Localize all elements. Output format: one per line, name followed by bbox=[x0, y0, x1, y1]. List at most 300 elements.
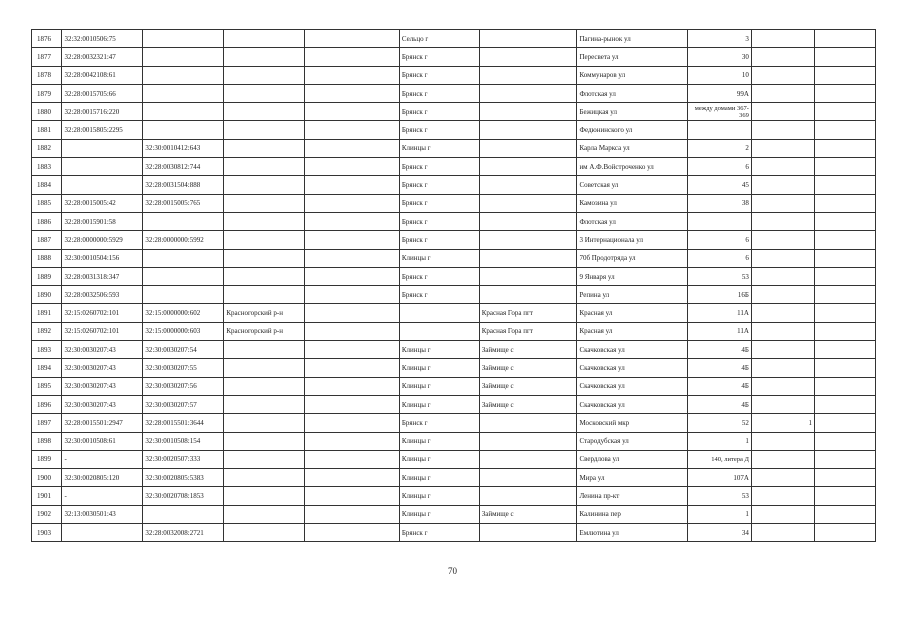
table-cell: им А.Ф.Войстроченко ул bbox=[577, 158, 687, 176]
table-cell bbox=[751, 267, 814, 285]
table-cell: Скачковская ул bbox=[577, 377, 687, 395]
table-cell bbox=[305, 84, 400, 102]
table-cell bbox=[479, 267, 577, 285]
table-cell bbox=[479, 524, 577, 542]
table-cell bbox=[479, 450, 577, 468]
table-cell bbox=[224, 212, 305, 230]
table-cell: 32:30:0030207:54 bbox=[143, 341, 224, 359]
table-cell bbox=[143, 212, 224, 230]
table-row bbox=[32, 30, 876, 48]
table-cell bbox=[751, 286, 814, 304]
table-cell bbox=[305, 450, 400, 468]
table-cell bbox=[751, 469, 814, 487]
table-cell: Клинцы г bbox=[399, 469, 479, 487]
table-cell: Флотская ул bbox=[577, 212, 687, 230]
table-cell: Брянск г bbox=[399, 212, 479, 230]
table-cell: 99А bbox=[687, 84, 751, 102]
table-cell: 6 bbox=[687, 231, 751, 249]
table-cell bbox=[751, 176, 814, 194]
table-cell: 4Б bbox=[687, 395, 751, 413]
table-cell bbox=[814, 286, 875, 304]
table-cell bbox=[814, 505, 875, 523]
table-cell bbox=[305, 395, 400, 413]
table-cell bbox=[751, 359, 814, 377]
table-cell: 4Б bbox=[687, 377, 751, 395]
table-row bbox=[32, 139, 876, 157]
table-cell bbox=[224, 194, 305, 212]
table-cell bbox=[814, 377, 875, 395]
table-cell: Клинцы г bbox=[399, 487, 479, 505]
table-cell: Клинцы г bbox=[399, 377, 479, 395]
table-cell: 3 Интернационала ул bbox=[577, 231, 687, 249]
table-cell: 3 bbox=[687, 30, 751, 48]
table-cell bbox=[479, 48, 577, 66]
table-cell: 1886 bbox=[32, 212, 62, 230]
table-cell: 32:28:0015005:765 bbox=[143, 194, 224, 212]
table-cell: 1881 bbox=[32, 121, 62, 139]
table-cell: - bbox=[62, 487, 143, 505]
table-cell: 32:30:0010508:61 bbox=[62, 432, 143, 450]
table-cell bbox=[479, 84, 577, 102]
table-cell: 11А bbox=[687, 304, 751, 322]
table-cell: 32:30:0020805:5383 bbox=[143, 469, 224, 487]
table-cell: 32:15:0260702:101 bbox=[62, 322, 143, 340]
table-cell: 4Б bbox=[687, 341, 751, 359]
table-cell: между домами 367-369 bbox=[687, 103, 751, 121]
table-cell bbox=[305, 66, 400, 84]
table-cell: 1901 bbox=[32, 487, 62, 505]
table-cell: Брянск г bbox=[399, 121, 479, 139]
table-cell bbox=[479, 469, 577, 487]
table-cell: Карла Маркса ул bbox=[577, 139, 687, 157]
table-cell: 32:28:0015716:220 bbox=[62, 103, 143, 121]
table-cell bbox=[479, 414, 577, 432]
table-cell bbox=[814, 212, 875, 230]
table-cell: 32:28:0000000:5992 bbox=[143, 231, 224, 249]
table-cell: 32:28:0042108:61 bbox=[62, 66, 143, 84]
table-cell bbox=[479, 139, 577, 157]
table-cell bbox=[224, 103, 305, 121]
table-cell bbox=[62, 176, 143, 194]
table-cell: Брянск г bbox=[399, 158, 479, 176]
table-cell: 1888 bbox=[32, 249, 62, 267]
table-cell: 32:28:0015805:2295 bbox=[62, 121, 143, 139]
table-cell bbox=[751, 505, 814, 523]
table-cell: Пересвета ул bbox=[577, 48, 687, 66]
table-row bbox=[32, 121, 876, 139]
table-cell: 6 bbox=[687, 158, 751, 176]
table-cell: 1883 bbox=[32, 158, 62, 176]
table-cell bbox=[751, 432, 814, 450]
table-cell: 1897 bbox=[32, 414, 62, 432]
table-cell: 1885 bbox=[32, 194, 62, 212]
table-cell: 1 bbox=[687, 505, 751, 523]
table-cell: Стародубская ул bbox=[577, 432, 687, 450]
table-cell bbox=[814, 414, 875, 432]
table-cell bbox=[305, 377, 400, 395]
table-cell bbox=[751, 84, 814, 102]
table-cell bbox=[814, 359, 875, 377]
table-cell: Свердлова ул bbox=[577, 450, 687, 468]
table-cell bbox=[399, 304, 479, 322]
table-cell: 32:15:0000000:603 bbox=[143, 322, 224, 340]
table-cell bbox=[479, 432, 577, 450]
table-cell bbox=[224, 158, 305, 176]
table-cell: Брянск г bbox=[399, 48, 479, 66]
table-cell: 38 bbox=[687, 194, 751, 212]
table-cell: Сельцо г bbox=[399, 30, 479, 48]
table-cell: Мира ул bbox=[577, 469, 687, 487]
table-cell bbox=[814, 121, 875, 139]
table-cell bbox=[751, 450, 814, 468]
table-cell: Московский мкр bbox=[577, 414, 687, 432]
table-cell: 70б Продотряда ул bbox=[577, 249, 687, 267]
table-cell: 32:30:0030207:56 bbox=[143, 377, 224, 395]
table-cell: 32:30:0020507:333 bbox=[143, 450, 224, 468]
registry-sheet bbox=[31, 29, 876, 542]
table-cell bbox=[224, 359, 305, 377]
table-cell: 1902 bbox=[32, 505, 62, 523]
table-cell: 2 bbox=[687, 139, 751, 157]
table-cell bbox=[751, 487, 814, 505]
table-cell bbox=[479, 121, 577, 139]
table-cell: Брянск г bbox=[399, 176, 479, 194]
table-cell: Займище с bbox=[479, 505, 577, 523]
table-row bbox=[32, 487, 876, 505]
table-cell: Скачковская ул bbox=[577, 359, 687, 377]
table-cell: 1 bbox=[751, 414, 814, 432]
table-cell bbox=[224, 84, 305, 102]
table-cell: 32:28:0032321:47 bbox=[62, 48, 143, 66]
table-cell bbox=[751, 121, 814, 139]
table-cell bbox=[224, 139, 305, 157]
table-cell: Брянск г bbox=[399, 103, 479, 121]
table-cell: 30 bbox=[687, 48, 751, 66]
table-cell bbox=[224, 505, 305, 523]
table-cell: 1891 bbox=[32, 304, 62, 322]
table-cell: Брянск г bbox=[399, 524, 479, 542]
table-cell: 140, литера Д bbox=[687, 450, 751, 468]
table-cell bbox=[224, 377, 305, 395]
table-cell: 32:28:0031504:888 bbox=[143, 176, 224, 194]
table-cell bbox=[305, 432, 400, 450]
table-cell: 32:30:0030207:43 bbox=[62, 359, 143, 377]
table-cell bbox=[751, 395, 814, 413]
table-cell bbox=[143, 66, 224, 84]
table-cell bbox=[814, 304, 875, 322]
table-cell bbox=[143, 48, 224, 66]
table-cell bbox=[751, 103, 814, 121]
table-cell: Флотская ул bbox=[577, 84, 687, 102]
table-row bbox=[32, 176, 876, 194]
table-cell: 107А bbox=[687, 469, 751, 487]
table-cell: 32:28:0015901:58 bbox=[62, 212, 143, 230]
table-cell bbox=[62, 524, 143, 542]
table-cell: Красногорский р-н bbox=[224, 322, 305, 340]
table-cell bbox=[62, 139, 143, 157]
table-cell bbox=[143, 505, 224, 523]
table-row bbox=[32, 414, 876, 432]
table-cell: Красная Гора пгт bbox=[479, 304, 577, 322]
table-cell: Брянск г bbox=[399, 267, 479, 285]
table-cell: Брянск г bbox=[399, 286, 479, 304]
table-cell bbox=[143, 249, 224, 267]
table-cell bbox=[814, 30, 875, 48]
table-cell: 10 bbox=[687, 66, 751, 84]
table-cell: 1899 bbox=[32, 450, 62, 468]
table-row bbox=[32, 84, 876, 102]
table-cell bbox=[751, 158, 814, 176]
table-cell bbox=[305, 304, 400, 322]
table-cell: 32:28:0015705:66 bbox=[62, 84, 143, 102]
table-cell: Коммунаров ул bbox=[577, 66, 687, 84]
table-cell: Красная ул bbox=[577, 304, 687, 322]
table-cell: 1895 bbox=[32, 377, 62, 395]
table-cell bbox=[143, 121, 224, 139]
table-cell bbox=[751, 377, 814, 395]
table-cell: Красная Гора пгт bbox=[479, 322, 577, 340]
table-row bbox=[32, 194, 876, 212]
table-cell: 1877 bbox=[32, 48, 62, 66]
table-cell: 32:28:0015501:3644 bbox=[143, 414, 224, 432]
table-cell: 1890 bbox=[32, 286, 62, 304]
table-cell bbox=[814, 432, 875, 450]
table-row bbox=[32, 377, 876, 395]
page-number: 70 bbox=[448, 566, 457, 576]
table-cell bbox=[224, 450, 305, 468]
table-cell bbox=[479, 249, 577, 267]
table-cell bbox=[143, 30, 224, 48]
table-cell bbox=[479, 176, 577, 194]
table-row bbox=[32, 103, 876, 121]
table-cell bbox=[479, 231, 577, 249]
table-cell: 32:28:0000000:5929 bbox=[62, 231, 143, 249]
table-cell bbox=[224, 395, 305, 413]
table-cell: Ленина пр-кт bbox=[577, 487, 687, 505]
table-cell bbox=[814, 524, 875, 542]
table-cell bbox=[305, 286, 400, 304]
table-cell bbox=[479, 30, 577, 48]
table-cell: 32:30:0010504:156 bbox=[62, 249, 143, 267]
table-cell: 32:13:0030501:43 bbox=[62, 505, 143, 523]
table-cell bbox=[751, 194, 814, 212]
table-cell bbox=[751, 66, 814, 84]
table-cell bbox=[224, 341, 305, 359]
table-cell bbox=[305, 505, 400, 523]
table-cell bbox=[814, 450, 875, 468]
table-cell: 32:28:0030812:744 bbox=[143, 158, 224, 176]
table-row bbox=[32, 524, 876, 542]
table-cell bbox=[305, 139, 400, 157]
table-cell: 1892 bbox=[32, 322, 62, 340]
table-cell bbox=[751, 249, 814, 267]
table-cell: - bbox=[62, 450, 143, 468]
table-cell bbox=[399, 322, 479, 340]
table-row bbox=[32, 341, 876, 359]
table-cell bbox=[479, 158, 577, 176]
table-cell: 32:30:0030207:43 bbox=[62, 341, 143, 359]
table-cell: 32:15:0000000:602 bbox=[143, 304, 224, 322]
table-cell bbox=[224, 48, 305, 66]
table-cell: 32:32:0010506:75 bbox=[62, 30, 143, 48]
table-cell bbox=[751, 524, 814, 542]
table-cell: 32:30:0010508:154 bbox=[143, 432, 224, 450]
table-cell bbox=[814, 194, 875, 212]
table-cell: 1884 bbox=[32, 176, 62, 194]
table-cell: 1896 bbox=[32, 395, 62, 413]
table-cell bbox=[62, 158, 143, 176]
table-cell: 9 Января ул bbox=[577, 267, 687, 285]
table-cell bbox=[305, 30, 400, 48]
table-cell bbox=[305, 194, 400, 212]
table-cell: 1880 bbox=[32, 103, 62, 121]
table-cell: Брянск г bbox=[399, 231, 479, 249]
table-cell: 32:30:0030207:57 bbox=[143, 395, 224, 413]
table-cell bbox=[224, 176, 305, 194]
table-cell: 1878 bbox=[32, 66, 62, 84]
table-row bbox=[32, 322, 876, 340]
table-cell bbox=[814, 48, 875, 66]
table-cell bbox=[143, 84, 224, 102]
table-cell bbox=[305, 121, 400, 139]
table-row bbox=[32, 469, 876, 487]
table-cell: 1887 bbox=[32, 231, 62, 249]
table-cell: Клинцы г bbox=[399, 395, 479, 413]
table-cell: Брянск г bbox=[399, 194, 479, 212]
table-cell: 1876 bbox=[32, 30, 62, 48]
table-cell bbox=[814, 469, 875, 487]
table-cell: 1903 bbox=[32, 524, 62, 542]
table-cell: 32:30:0030207:43 bbox=[62, 377, 143, 395]
table-cell bbox=[751, 322, 814, 340]
table-cell bbox=[479, 66, 577, 84]
table-row bbox=[32, 432, 876, 450]
table-cell bbox=[224, 286, 305, 304]
table-cell bbox=[224, 414, 305, 432]
table-cell bbox=[814, 158, 875, 176]
table-cell bbox=[814, 66, 875, 84]
table-cell bbox=[751, 139, 814, 157]
table-cell: 53 bbox=[687, 487, 751, 505]
table-cell: 1894 bbox=[32, 359, 62, 377]
table-cell bbox=[814, 341, 875, 359]
table-cell: 1889 bbox=[32, 267, 62, 285]
table-cell bbox=[687, 121, 751, 139]
table-cell bbox=[479, 103, 577, 121]
table-cell: 32:30:0030207:43 bbox=[62, 395, 143, 413]
table-cell bbox=[224, 469, 305, 487]
table-cell bbox=[751, 304, 814, 322]
table-cell bbox=[814, 139, 875, 157]
table-cell: 1879 bbox=[32, 84, 62, 102]
table-cell: Займище с bbox=[479, 359, 577, 377]
table-row bbox=[32, 158, 876, 176]
table-cell bbox=[305, 176, 400, 194]
table-cell: 32:30:0030207:55 bbox=[143, 359, 224, 377]
table-row bbox=[32, 231, 876, 249]
table-cell: 52 bbox=[687, 414, 751, 432]
table-cell bbox=[224, 487, 305, 505]
table-cell: Камозина ул bbox=[577, 194, 687, 212]
table-cell bbox=[143, 267, 224, 285]
table-cell bbox=[305, 341, 400, 359]
table-cell bbox=[305, 249, 400, 267]
table-cell bbox=[751, 231, 814, 249]
table-cell bbox=[814, 176, 875, 194]
table-cell bbox=[814, 84, 875, 102]
table-cell: Скачковская ул bbox=[577, 395, 687, 413]
table-cell: Репина ул bbox=[577, 286, 687, 304]
table-cell: Емлютина ул bbox=[577, 524, 687, 542]
table-cell bbox=[479, 286, 577, 304]
table-cell: Клинцы г bbox=[399, 432, 479, 450]
table-cell: Займище с bbox=[479, 395, 577, 413]
table-row bbox=[32, 505, 876, 523]
table-cell: 1893 bbox=[32, 341, 62, 359]
table-cell bbox=[305, 48, 400, 66]
table-cell bbox=[305, 414, 400, 432]
table-cell bbox=[814, 231, 875, 249]
table-cell bbox=[224, 121, 305, 139]
table-cell bbox=[224, 30, 305, 48]
table-cell: 32:28:0031318:347 bbox=[62, 267, 143, 285]
table-cell: 32:28:0032008:2721 bbox=[143, 524, 224, 542]
table-cell: 32:28:0015005:42 bbox=[62, 194, 143, 212]
table-cell bbox=[751, 30, 814, 48]
table-cell bbox=[305, 524, 400, 542]
table-cell: 4Б bbox=[687, 359, 751, 377]
table-cell: Скачковская ул bbox=[577, 341, 687, 359]
table-cell: 32:28:0032506:593 bbox=[62, 286, 143, 304]
table-cell: Советская ул bbox=[577, 176, 687, 194]
table-cell: Пагина-рынок ул bbox=[577, 30, 687, 48]
table-row bbox=[32, 212, 876, 230]
table-cell bbox=[305, 267, 400, 285]
table-cell: Клинцы г bbox=[399, 341, 479, 359]
table-cell: 32:28:0015501:2947 bbox=[62, 414, 143, 432]
table-cell: 6 bbox=[687, 249, 751, 267]
table-cell bbox=[224, 267, 305, 285]
table-cell bbox=[814, 395, 875, 413]
table-cell bbox=[814, 249, 875, 267]
table-cell: 1898 bbox=[32, 432, 62, 450]
table-cell: 1900 bbox=[32, 469, 62, 487]
table-cell bbox=[143, 103, 224, 121]
table-cell bbox=[305, 487, 400, 505]
table-cell: Брянск г bbox=[399, 414, 479, 432]
table-cell: 53 bbox=[687, 267, 751, 285]
table-cell bbox=[751, 212, 814, 230]
table-cell bbox=[143, 286, 224, 304]
table-cell: Калинина пер bbox=[577, 505, 687, 523]
table-row bbox=[32, 304, 876, 322]
registry-table bbox=[31, 29, 876, 542]
table-row bbox=[32, 359, 876, 377]
table-cell: Красногорский р-н bbox=[224, 304, 305, 322]
table-cell: Займище с bbox=[479, 377, 577, 395]
table-row bbox=[32, 249, 876, 267]
table-cell bbox=[751, 341, 814, 359]
table-cell bbox=[305, 158, 400, 176]
table-cell bbox=[305, 359, 400, 377]
table-cell bbox=[479, 212, 577, 230]
table-cell: 1 bbox=[687, 432, 751, 450]
table-cell: 32:30:0010412:643 bbox=[143, 139, 224, 157]
table-cell bbox=[224, 432, 305, 450]
table-cell bbox=[479, 194, 577, 212]
table-cell: Брянск г bbox=[399, 66, 479, 84]
table-cell bbox=[224, 231, 305, 249]
